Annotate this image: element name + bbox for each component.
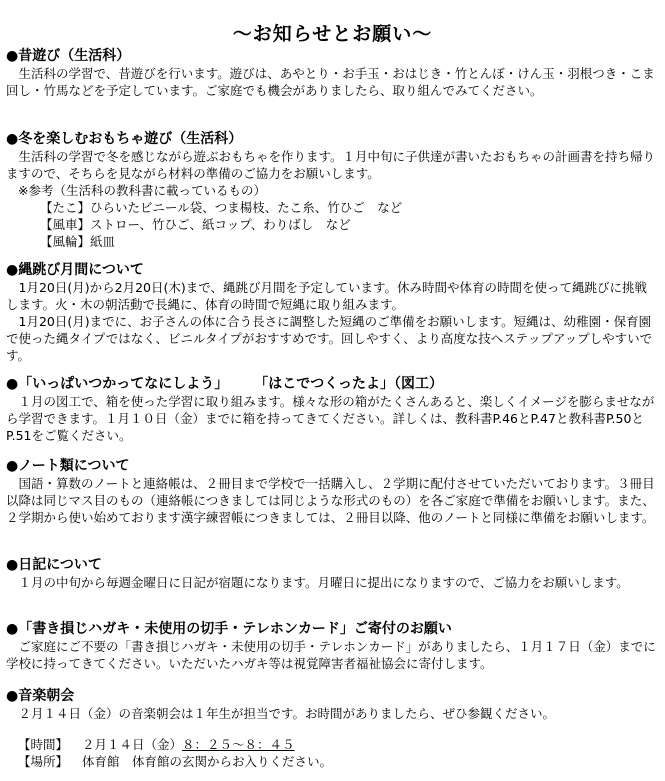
section-heading: ●昔遊び（生活科） bbox=[6, 48, 131, 64]
section-body: １月の図工で、箱を使った学習に取り組みます。様々な形の箱がたくさんあると、楽しくイメージを膨らませながら学習できます。１月１０日（金）までに箱を持ってきてください。詳しくは、教科書P.46とP.47と教科書P.50とP.51をご覧ください。 bbox=[6, 394, 655, 443]
time-range: ８：２５～８：４５ bbox=[182, 737, 295, 752]
place-label: 【場所】 bbox=[18, 754, 69, 769]
heading-part-b: 「はこでつくったよ」（図工） bbox=[254, 376, 443, 392]
time-label: 【時間】 bbox=[18, 737, 69, 752]
reference-note: ※参考（生活科の教科書に載っているもの） bbox=[18, 183, 266, 198]
section-box-craft bbox=[6, 376, 658, 444]
section-donation bbox=[6, 621, 658, 672]
place-row bbox=[6, 753, 658, 770]
time-date: ２月１４日（金） bbox=[82, 737, 183, 752]
section-jump-rope bbox=[6, 262, 658, 364]
section-body: 生活科の学習で、昔遊びを行います。遊びは、あやとり・お手玉・おはじき・竹とんぼ・けん玉・羽根つき・こま回し・竹馬などを予定しています。ご家庭でも機会がありましたら、取り組んでみてください。 bbox=[6, 66, 655, 98]
section-heading: ●縄跳び月間について bbox=[6, 262, 144, 278]
section-notebooks bbox=[6, 458, 658, 526]
section-body: ２月１４日（金）の音楽朝会は１年生が担当です。お時間がありましたら、ぜひ参観ください。 bbox=[18, 706, 556, 721]
heading-part-a: ●「いっぱいつかってなにしよう」 bbox=[6, 376, 229, 392]
page-title: ～お知らせとお願い～ bbox=[232, 23, 433, 45]
section-body: １月の中旬から毎週金曜日に日記が宿題になります。月曜日に提出になりますので、ご協力をお願いします。 bbox=[18, 575, 629, 590]
section-diary bbox=[6, 557, 658, 591]
section-music-assembly bbox=[6, 688, 658, 770]
section-old-games bbox=[6, 48, 658, 99]
section-heading: ●「書き損じハガキ・未使用の切手・テレホンカード」ご寄付のお願い bbox=[6, 621, 452, 637]
section-heading: ●冬を楽しむおもちゃ遊び（生活科） bbox=[6, 131, 243, 147]
list-item: 【風輪】紙皿 bbox=[40, 234, 116, 249]
list-item: 【たこ】ひらいたビニール袋、つま楊枝、たこ糸、竹ひご など bbox=[40, 200, 403, 215]
section-body: 1月20日(月)までに、お子さんの体に合う長さに調整した短縄のご準備をお願いします。短縄は、幼稚園・保育園で使った縄タイプではなく、ビニルタイプがおすすめです。回しやすく、より高度な技へステップアップしやすいです。 bbox=[6, 314, 653, 363]
place-value: 体育館 体育館の玄関からお入りください。 bbox=[82, 754, 333, 769]
time-row bbox=[6, 736, 658, 753]
section-body: 国語・算数のノートと連絡帳は、２冊目まで学校で一括購入し、２学期に配付させていただいております。３冊目以降は同じマス目のもの（連絡帳につきましては同じような形式のもの）を各ご家庭で準備をお願いします。また、２学期から使い始めております漢字練習帳につきましては、２冊目以降、他のノートと同様に準備をお願いします。 bbox=[6, 476, 655, 525]
section-heading: ●ノート類について bbox=[6, 458, 130, 474]
section-heading: ●日記について bbox=[6, 557, 102, 573]
section-body: 生活科の学習で冬を感じながら遊ぶおもちゃを作ります。１月中旬に子供達が書いたおもちゃの計画書を持ち帰りますので、そちらを見ながら材料の準備のご協力をお願いします。 bbox=[6, 149, 656, 181]
section-heading: ●音楽朝会 bbox=[6, 688, 75, 704]
list-item: 【風車】ストロー、竹ひご、紙コップ、わりばし など bbox=[40, 217, 351, 232]
section-winter-toys bbox=[6, 131, 658, 250]
section-heading bbox=[6, 376, 658, 393]
section-body: ご家庭にご不要の「書き損じハガキ・未使用の切手・テレホンカード」がありましたら、１月１７日（金）までに学校に持ってきてください。いただいたハガキ等は視覚障害者福祉協会に寄付します。 bbox=[6, 639, 656, 671]
section-body: 1月20日(月)から2月20日(木)まで、縄跳び月間を予定しています。休み時間や体育の時間を使って縄跳びに挑戦します。火・木の朝活動で長縄に、体育の時間で短縄に取り組みます。 bbox=[6, 280, 647, 312]
